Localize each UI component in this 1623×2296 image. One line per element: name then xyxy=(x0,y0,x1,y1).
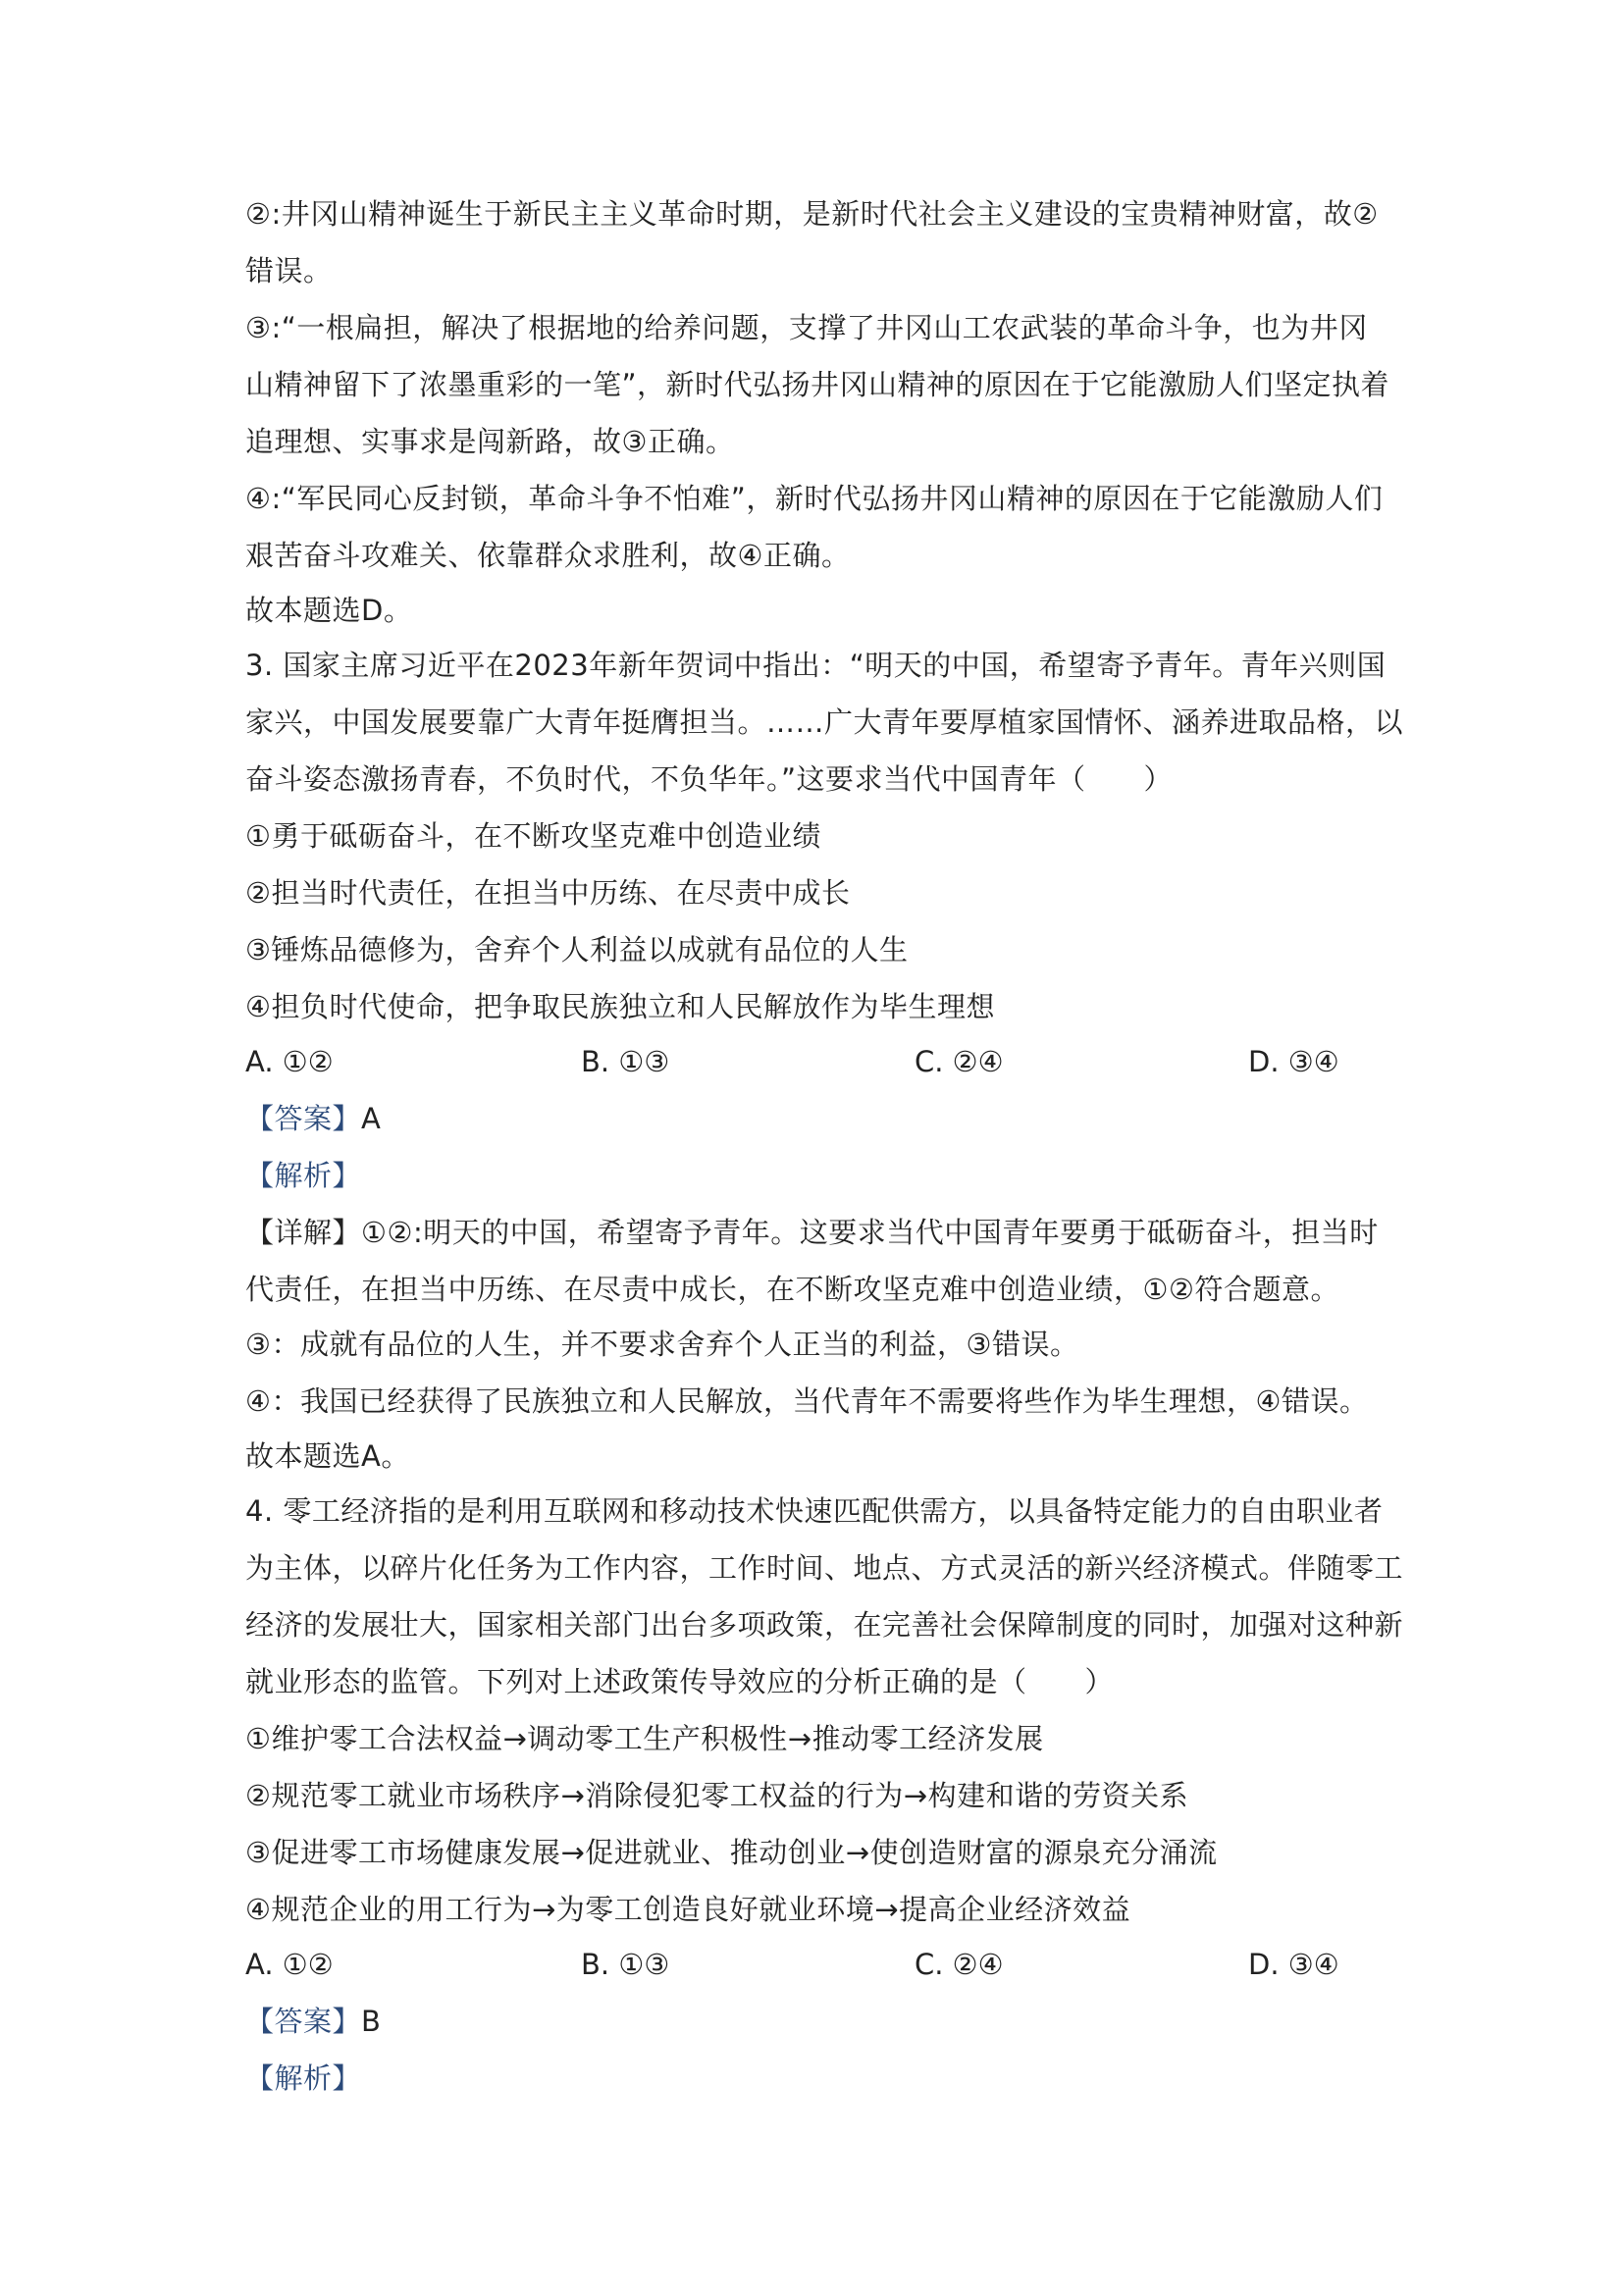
prev-conclusion: 故本题选D。 xyxy=(245,594,413,627)
prev-analysis-line-7: 艰苦奋斗攻难关、依靠群众求胜利，故④正确。 xyxy=(245,539,851,572)
q4-answer-value: B xyxy=(361,2005,382,2038)
q4-item-2: ②规范零工就业市场秩序→消除侵犯零工权益的行为→构建和谐的劳资关系 xyxy=(245,1779,1189,1812)
q4-stem-line-2: 为主体，以碎片化任务为工作内容，工作时间、地点、方式灵活的新兴经济模式。伴随零工 xyxy=(245,1551,1404,1585)
q4-stem-line-4: 就业形态的监管。下列对上述政策传导效应的分析正确的是（ ） xyxy=(245,1665,1115,1698)
prev-analysis-line-4: 山精神留下了浓墨重彩的一笔”，新时代弘扬井冈山精神的原因在于它能激励人们坚定执着 xyxy=(245,368,1390,401)
q4-answer-label: 【答案】 xyxy=(245,2005,362,2038)
prev-analysis-line-5: 追理想、实事求是闯新路，故③正确。 xyxy=(245,425,735,458)
q4-option-a: A. ①② xyxy=(245,1948,334,1981)
q4-stem-line-1: 4. 零工经济指的是利用互联网和移动技术快速匹配供需方，以具备特定能力的自由职业者 xyxy=(245,1494,1384,1528)
q4-item-4: ④规范企业的用工行为→为零工创造良好就业环境→提高企业经济效益 xyxy=(245,1893,1131,1926)
q4-option-b: B. ①③ xyxy=(581,1948,670,1981)
q3-item-4: ④担负时代使命，把争取民族独立和人民解放作为毕生理想 xyxy=(245,990,995,1023)
q3-item-1: ①勇于砥砺奋斗，在不断攻坚克难中创造业绩 xyxy=(245,819,821,853)
q3-stem-line-2: 家兴，中国发展要靠广大青年挺膺担当。……广大青年要厚植家国情怀、涵养进取品格，以 xyxy=(245,705,1404,739)
q4-item-1: ①维护零工合法权益→调动零工生产积极性→推动零工经济发展 xyxy=(245,1722,1044,1755)
q4-option-c: C. ②④ xyxy=(915,1948,1004,1981)
prev-analysis-line-3: ③:“一根扁担，解决了根据地的给养问题，支撑了井冈山工农武装的革命斗争，也为井冈 xyxy=(245,311,1368,344)
q3-answer-value: A xyxy=(361,1102,382,1135)
q4-item-3: ③促进零工市场健康发展→促进就业、推动创业→使创造财富的源泉充分涌流 xyxy=(245,1836,1218,1869)
q3-answer-label: 【答案】 xyxy=(245,1102,362,1135)
q3-stem-line-3: 奋斗姿态激扬青春，不负时代，不负华年。”这要求当代中国青年（ ） xyxy=(245,762,1174,796)
q3-item-3: ③锤炼品德修为，舍弃个人利益以成就有品位的人生 xyxy=(245,933,909,966)
q3-option-b: B. ①③ xyxy=(581,1045,670,1078)
prev-analysis-line-6: ④:“军民同心反封锁，革命斗争不怕难”，新时代弘扬井冈山精神的原因在于它能激励人们 xyxy=(245,482,1384,515)
q3-option-c: C. ②④ xyxy=(915,1045,1004,1078)
q3-analysis-label: 【解析】 xyxy=(245,1159,362,1192)
q3-detail-line-4: ④：我国已经获得了民族独立和人民解放，当代青年不需要将些作为毕生理想，④错误。 xyxy=(245,1384,1369,1418)
q4-option-d: D. ③④ xyxy=(1248,1948,1339,1981)
q3-answer-line xyxy=(245,1099,381,1138)
q3-option-d: D. ③④ xyxy=(1248,1045,1339,1078)
q4-stem-line-3: 经济的发展壮大，国家相关部门出台多项政策，在完善社会保障制度的同时，加强对这种新 xyxy=(245,1608,1404,1642)
q3-detail-line-1: 【详解】①②:明天的中国，希望寄予青年。这要求当代中国青年要勇于砥砺奋斗，担当时 xyxy=(245,1216,1379,1249)
q3-detail-line-3: ③：成就有品位的人生，并不要求舍弃个人正当的利益，③错误。 xyxy=(245,1328,1079,1361)
q3-option-a: A. ①② xyxy=(245,1045,334,1078)
q4-answer-line xyxy=(245,2002,381,2041)
prev-analysis-line-1: ②:井冈山精神诞生于新民主主义革命时期，是新时代社会主义建设的宝贵精神财富，故② xyxy=(245,197,1379,231)
q3-stem-line-1: 3. 国家主席习近平在2023年新年贺词中指出：“明天的中国，希望寄予青年。青年兴则国 xyxy=(245,649,1387,682)
q3-item-2: ②担当时代责任，在担当中历练、在尽责中成长 xyxy=(245,876,851,910)
q3-conclusion: 故本题选A。 xyxy=(245,1439,410,1473)
q4-analysis-label: 【解析】 xyxy=(245,2061,362,2095)
q3-detail-line-2: 代责任，在担当中历练、在尽责中成长，在不断攻坚克难中创造业绩，①②符合题意。 xyxy=(245,1273,1339,1306)
prev-analysis-line-2: 错误。 xyxy=(245,254,333,287)
